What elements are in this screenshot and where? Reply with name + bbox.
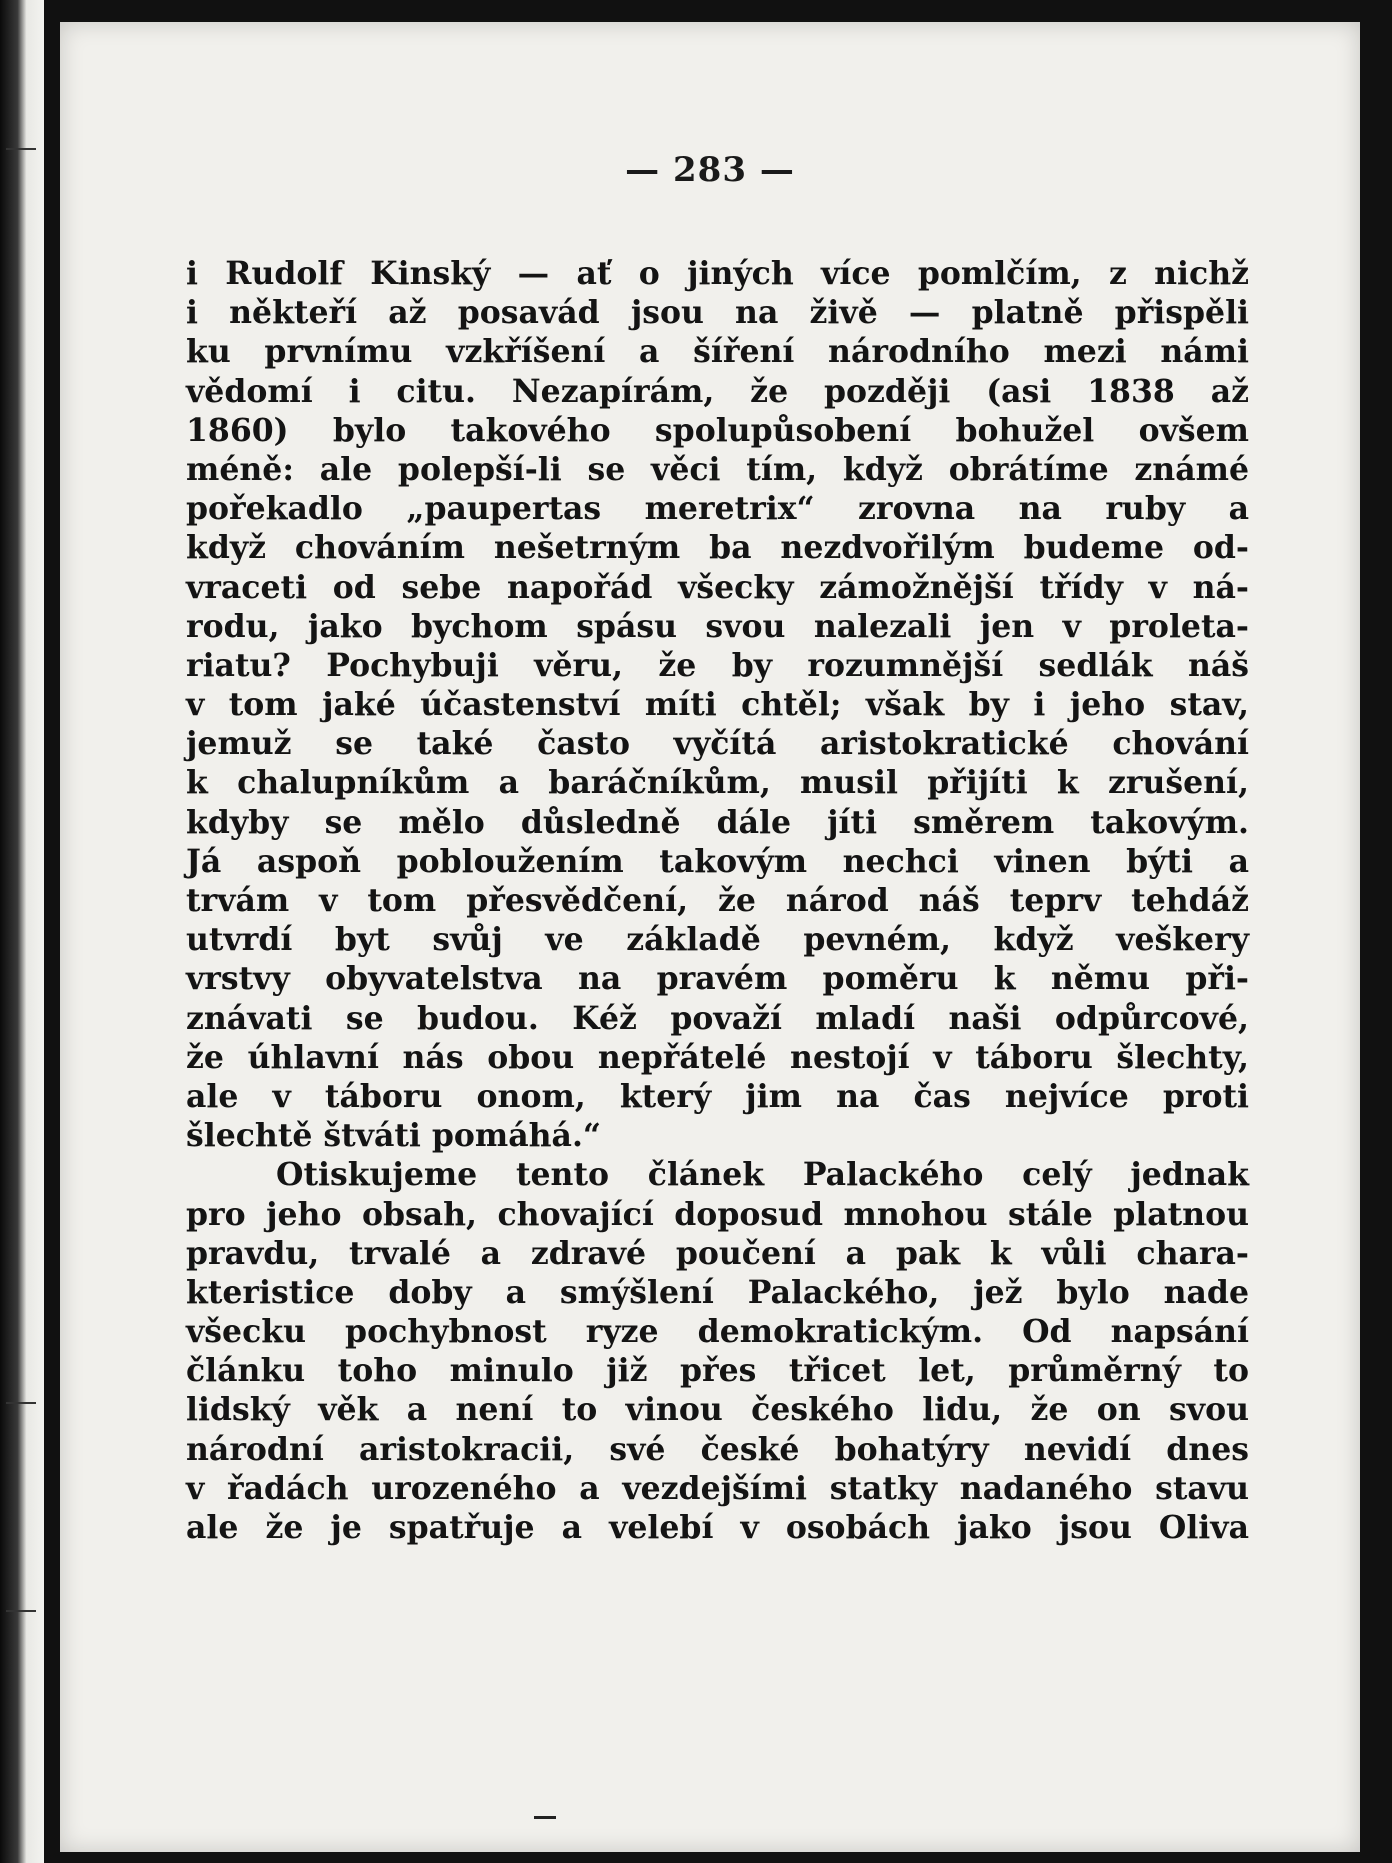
text-line: šlechtě štváti pomáhá.“ xyxy=(186,1117,602,1155)
body-text xyxy=(186,254,1249,1547)
text-line: 1860) bylo takového spolupůsobení bohužel ovšem xyxy=(186,411,1249,449)
text-line: Já aspoň pobloužením takovým nechci vinen býti a xyxy=(186,842,1249,880)
text-line: lidský věk a není to vinou českého lidu, že on svou xyxy=(186,1391,1249,1429)
text-line: vědomí i citu. Nezapírám, že později (asi 1838 až xyxy=(186,372,1249,410)
edge-mark xyxy=(6,1402,36,1404)
edge-mark xyxy=(6,1610,36,1612)
text-line: pro jeho obsah, chovající doposud mnohou stále platnou xyxy=(186,1195,1249,1233)
text-line: i Rudolf Kinský — ať o jiných více pomlčím, z nichž xyxy=(186,255,1249,292)
text-line: vraceti od sebe napořád všecky zámožnější třídy v ná- xyxy=(186,568,1249,606)
text-line: jemuž se také často vyčítá aristokratické chování xyxy=(186,725,1249,763)
text-line: kteristice doby a smýšlení Palackého, jež bylo nade xyxy=(186,1273,1249,1311)
text-line: rodu, jako bychom spásu svou nalezali jen v proleta- xyxy=(186,607,1249,645)
text-line: národní aristokracii, své české bohatýry nevidí dnes xyxy=(186,1430,1249,1468)
text-line: pořekadlo „paupertas meretrix“ zrovna na ruby a xyxy=(186,490,1249,528)
text-line: ale že je spatřuje a velebí v osobách jako jsou Oliva xyxy=(186,1509,1249,1546)
text-line: k chalupníkům a baráčníkům, musil přijíti k zrušení, xyxy=(186,764,1249,802)
text-line: méně: ale polepší-li se věci tím, když obrátíme známé xyxy=(186,450,1249,488)
page-number: — 283 — xyxy=(625,150,795,190)
text-line: v tom jaké účastenství míti chtěl; však by i jeho stav, xyxy=(186,686,1249,724)
text-line: ale v táboru onom, který jim na čas nejvíce proti xyxy=(186,1077,1249,1115)
bottom-mark xyxy=(534,1816,556,1819)
text-line: všecku pochybnost ryze demokratickým. Od napsání xyxy=(186,1313,1249,1351)
text-line: kdyby se mělo důsledně dále jíti směrem takovým. xyxy=(186,803,1249,841)
text-line: znávati se budou. Kéž považí mladí naši odpůrcové, xyxy=(186,999,1249,1037)
text-line: riatu? Pochybuji věru, že by rozumnější sedlák náš xyxy=(186,646,1249,684)
text-line: článku toho minulo již přes třicet let, průměrný to xyxy=(186,1352,1249,1390)
book-page xyxy=(60,22,1360,1852)
text-line: ku prvnímu vzkříšení a šíření národního mezi námi xyxy=(186,333,1249,371)
text-line: trvám v tom přesvědčení, že národ náš teprv tehdáž xyxy=(186,882,1249,919)
text-line: když chováním nešetrným ba nezdvořilým budeme od- xyxy=(186,529,1249,567)
text-line: v řadách urozeného a vezdejšími statky nadaného stavu xyxy=(186,1469,1249,1507)
binding-edge xyxy=(0,0,44,1863)
paragraph-first-line: Otiskujeme tento článek Palackého celý jednak xyxy=(276,1156,1249,1194)
text-line: utvrdí byt svůj ve základě pevném, když veškery xyxy=(186,921,1249,959)
text-line: vrstvy obyvatelstva na pravém poměru k němu při- xyxy=(186,960,1249,998)
text-line: i někteří až posavád jsou na živě — platně přispěli xyxy=(186,294,1249,332)
text-line: pravdu, trvalé a zdravé poučení a pak k vůli chara- xyxy=(186,1234,1249,1272)
edge-mark xyxy=(6,148,36,150)
text-line: že úhlavní nás obou nepřátelé nestojí v táboru šlechty, xyxy=(186,1038,1249,1076)
